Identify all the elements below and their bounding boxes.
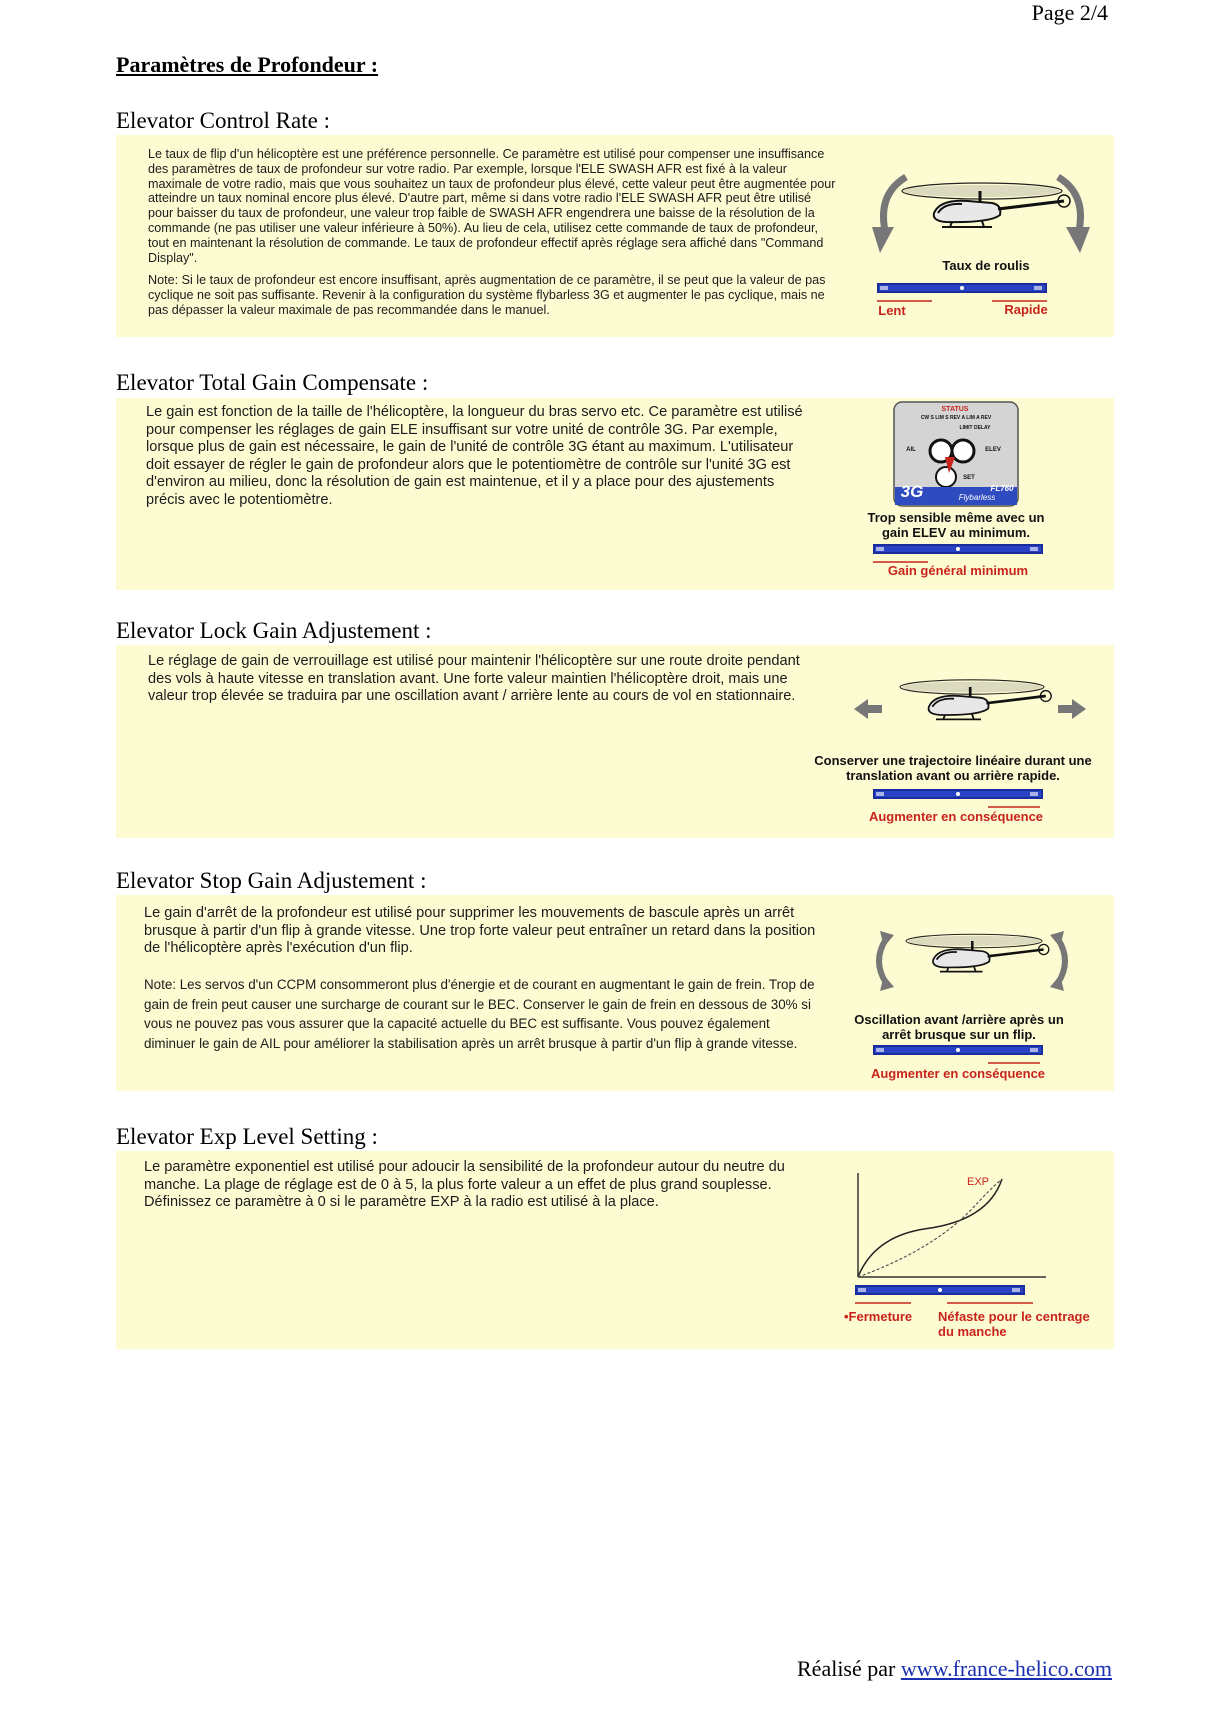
exp-curve-graph	[850, 1171, 1050, 1281]
footer-website-link[interactable]: www.france-helico.com	[900, 1656, 1112, 1681]
section-text: Le gain est fonction de la taille de l'hélicoptère, la longueur du bras servo etc. Ce paramètre est utilisé pour compenser les réglages de gain ELE insuffisant sur votre unité de contrôle 3G. Par exemple, lorsque plus de gain est nécessaire, le gain de l'unité de contrôle 3G étant au maximum. L'utilisateur doit essayer de régler le gain de profondeur alors que le potentiomètre de contrôle sur l'unité 3G est d'environ au milieu, donc la résolution de gain est maintenue, et il y a place pour des ajustements précis avec le potentiomètre.	[146, 404, 803, 508]
slider-left-label: Lent	[878, 303, 906, 318]
figure-caption: Conserver une trajectoire linéaire durant une translation avant ou arrière rapide.	[814, 753, 1092, 783]
device-model-label: FL760	[990, 484, 1014, 493]
section-text: Le réglage de gain de verrouillage est utilisé pour maintenir l'hélicoptère sur une route droite pendant des vols à haute vitesse en translation avant. Une forte valeur maintien l'hélicoptère droit, mais une valeur trop élevée se traduira par une oscillation avant / arrière lente au cours de vol en stationnaire.	[148, 653, 800, 704]
device-ail-label: AIL	[906, 447, 916, 453]
slider-right-label: Rapide	[1004, 302, 1048, 317]
section-box-control-rate	[116, 135, 1114, 337]
footer	[797, 1656, 1112, 1682]
page-title: Paramètres de Profondeur :	[116, 52, 379, 77]
figure-caption: Taux de roulis	[942, 258, 1030, 273]
device-sub-label: Flybarless	[958, 493, 996, 502]
section-box-stop-gain	[116, 895, 1114, 1091]
helicopter-translation-illustration	[836, 673, 1108, 743]
helicopter-roll-illustration	[836, 155, 1108, 275]
section-text: Le gain d'arrêt de la profondeur est utilisé pour supprimer les mouvements de bascule après un arrêt brusque à partir d'un flip à grande vitesse. Une trop forte valeur peut entraîner un retard dans la position de l'hélicoptère après l'exécution d'un flip.	[144, 905, 816, 956]
section-text: Le taux de flip d'un hélicoptère est une préférence personnelle. Ce paramètre est utilisé pour compenser une insuffisance des paramètres de taux de profondeur sur votre radio. Par exemple, lorsque l'ELE SWASH AFR est fixé à la valeur maximale de votre radio, mais que vous souhaitez un taux de profondeur plus élevé, cette valeur peut être augmentée pour atteindre un taux nominal encore plus élevé. D'autre part, même si dans votre radio l'ELE SWASH AFR peut être utilisé pour baisser du taux de profondeur, une valeur trop faible de SWASH AFR engendrera une baisse de la résolution de la commande (ne pas utiliser une valeur inférieure à 50%). Au lieu de cela, utilisez cette commande de taux de profondeur, tout en maintenant la résolution de commande. Le taux de profondeur effectif après réglage sera affiché dans "Command Display".	[148, 147, 836, 265]
page-number: Page 2/4	[1031, 0, 1108, 25]
device-elev-label: ELEV	[985, 447, 1001, 453]
figure-caption: Oscillation avant /arrière après un arrêt brusque sur un flip.	[854, 1012, 1064, 1042]
device-brand-logo: 3G	[900, 482, 924, 501]
section-note: Note: Si le taux de profondeur est encore insuffisant, après augmentation de ce paramètre, il se peut que la valeur de pas cyclique ne soit pas suffisante. Revenir à la configuration du système flybarless 3G et augmenter le pas cyclique, mais ne pas dépasser la valeur maximale de pas recommandée dans le manuel.	[148, 273, 826, 317]
footer-prefix: Réalisé par	[797, 1656, 896, 1681]
device-set-label: SET	[963, 475, 975, 481]
device-status-label: STATUS	[941, 406, 969, 413]
device-led-labels: CW S LIM S REV A LIM A REV	[920, 415, 992, 421]
section-box-exp-level	[116, 1151, 1114, 1349]
stop-gain-slider-bar	[868, 1045, 1048, 1067]
section-title-lock-gain: Elevator Lock Gain Adjustement :	[116, 618, 432, 643]
slider-right-label: Néfaste pour le centrage du manche	[938, 1309, 1090, 1339]
section-note: Note: Les servos d'un CCPM consommeront plus d'énergie et de courant en augmentant le gain de frein. Trop de gain de frein peut causer une surcharge de courant sur le BEC. Conserver le gain de frein en dessous de 30% si vous ne pouvez pas vous assurer que la capacité actuelle du BEC est suffisante. Vous pouvez également diminuer le gain de AIL pour améliorer la stabilisation après un arrêt brusque à partir d'un flip à grande vitesse.	[144, 977, 815, 1051]
section-text: Le paramètre exponentiel est utilisé pour adoucir la sensibilité de la profondeur autour du neutre du manche. La plage de réglage est de 0 à 5, la plus forte valeur a un effet de plus grand souplesse. Définissez ce paramètre à 0 si le paramètre EXP à la radio est utilisé à la place.	[144, 1159, 785, 1210]
section-title-stop-gain: Elevator Stop Gain Adjustement :	[116, 868, 427, 893]
slider-left-label: •Fermeture	[844, 1309, 913, 1324]
slider-label: Gain général minimum	[887, 563, 1029, 578]
exp-slider-bar	[851, 1285, 1037, 1307]
lock-gain-slider-bar	[868, 789, 1048, 811]
slider-label: Augmenter en conséquence	[870, 1066, 1046, 1081]
section-box-total-gain	[116, 398, 1114, 590]
section-title-total-gain: Elevator Total Gain Compensate :	[116, 370, 429, 395]
section-box-lock-gain	[116, 645, 1114, 838]
section-title-control-rate: Elevator Control Rate :	[116, 108, 330, 133]
device-led-labels-2: LIMIT DELAY	[959, 425, 991, 431]
section-title-exp-level: Elevator Exp Level Setting :	[116, 1124, 378, 1149]
slider-label: Augmenter en conséquence	[868, 809, 1044, 824]
helicopter-oscillation-illustration	[836, 921, 1108, 1001]
graph-label: EXP	[966, 1176, 989, 1188]
figure-caption: Trop sensible même avec un gain ELEV au minimum.	[867, 510, 1045, 540]
